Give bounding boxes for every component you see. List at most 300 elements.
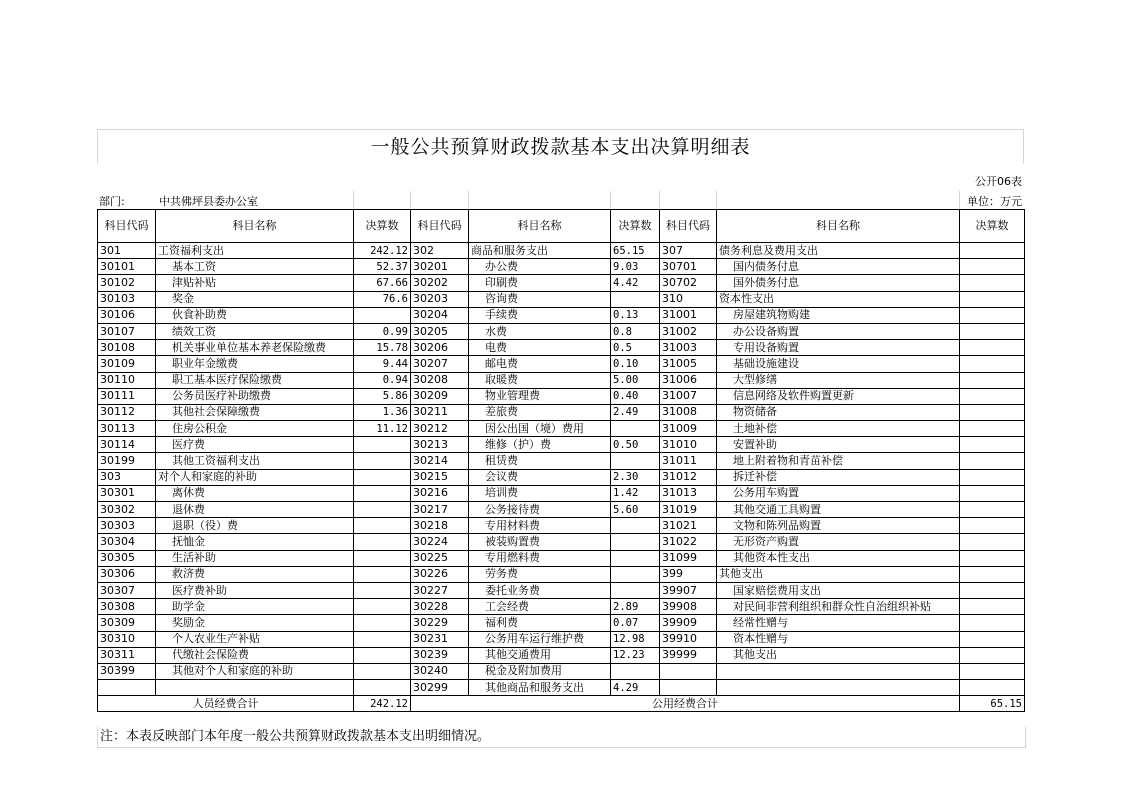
public-total-value: 65.15: [960, 696, 1025, 712]
subject-code-cell: 30225: [411, 550, 469, 566]
header-amount: 决算数: [960, 210, 1025, 243]
subject-code-cell: 31010: [660, 437, 717, 453]
subject-code-cell: 31003: [660, 340, 717, 356]
subject-code-cell: 30201: [411, 259, 469, 275]
subject-name-cell: 会议费: [469, 469, 611, 485]
amount-cell: 1.42: [611, 485, 660, 501]
amount-cell: [611, 518, 660, 534]
amount-cell: [354, 550, 411, 566]
subject-name-cell: 大型修缮: [717, 372, 960, 388]
header-code: 科目代码: [98, 210, 156, 243]
subject-name-cell: 安置补助: [717, 437, 960, 453]
amount-cell: [960, 372, 1025, 388]
subject-name-cell: 资本性赠与: [717, 631, 960, 647]
subject-code-cell: 30240: [411, 663, 469, 679]
table-row: [98, 340, 1025, 356]
subject-code-cell: 30226: [411, 566, 469, 582]
amount-cell: [960, 404, 1025, 420]
subject-name-cell: 医疗费: [156, 437, 354, 453]
table-header-row: [98, 210, 1025, 243]
subject-name-cell: 其他支出: [717, 566, 960, 582]
amount-cell: [960, 566, 1025, 582]
subject-code-cell: 30203: [411, 291, 469, 307]
amount-cell: [354, 680, 411, 696]
subject-code-cell: 30239: [411, 647, 469, 663]
amount-cell: [960, 275, 1025, 291]
subject-name-cell: 被装购置费: [469, 534, 611, 550]
subject-name-cell: 救济费: [156, 566, 354, 582]
subject-name-cell: 基础设施建设: [717, 356, 960, 372]
subject-code-cell: 30102: [98, 275, 156, 291]
amount-cell: [960, 680, 1025, 696]
subject-code-cell: 39908: [660, 599, 717, 615]
header-amount: 决算数: [611, 210, 660, 243]
unit-label: 单位：万元: [967, 195, 1022, 208]
amount-cell: [611, 534, 660, 550]
subject-code-cell: 399: [660, 566, 717, 582]
subject-code-cell: 31002: [660, 323, 717, 339]
subject-name-cell: 工资福利支出: [156, 243, 354, 259]
subject-code-cell: 30209: [411, 388, 469, 404]
amount-cell: 52.37: [354, 259, 411, 275]
subject-name-cell: [717, 680, 960, 696]
subject-code-cell: 30216: [411, 485, 469, 501]
subject-name-cell: 取暖费: [469, 372, 611, 388]
subject-code-cell: [660, 663, 717, 679]
subject-name-cell: 代缴社会保险费: [156, 647, 354, 663]
amount-cell: [960, 615, 1025, 631]
subject-name-cell: 劳务费: [469, 566, 611, 582]
personnel-total-value: 242.12: [354, 696, 411, 712]
table-row: [98, 421, 1025, 437]
subject-code-cell: 30101: [98, 259, 156, 275]
subject-code-cell: 39999: [660, 647, 717, 663]
subject-name-cell: 退休费: [156, 502, 354, 518]
amount-cell: [960, 291, 1025, 307]
amount-cell: 0.50: [611, 437, 660, 453]
amount-cell: [960, 582, 1025, 598]
table-row: [98, 291, 1025, 307]
amount-cell: [354, 582, 411, 598]
amount-cell: [960, 502, 1025, 518]
department-label: 部门:: [99, 195, 125, 208]
amount-cell: 5.60: [611, 502, 660, 518]
subject-name-cell: 拆迁补偿: [717, 469, 960, 485]
subject-code-cell: 30305: [98, 550, 156, 566]
header-name: 科目名称: [156, 210, 354, 243]
subject-name-cell: 专用设备购置: [717, 340, 960, 356]
amount-cell: [960, 243, 1025, 259]
footnote: 注：本表反映部门本年度一般公共预算财政拨款基本支出明细情况。: [97, 727, 1026, 748]
subject-code-cell: 31022: [660, 534, 717, 550]
amount-cell: [960, 340, 1025, 356]
report-sheet: [97, 129, 1024, 744]
subject-name-cell: 退职（役）费: [156, 518, 354, 534]
department-name: 中共佛坪县委办公室: [159, 195, 258, 208]
subject-name-cell: 房屋建筑物购建: [717, 307, 960, 323]
amount-cell: 9.44: [354, 356, 411, 372]
subject-code-cell: 30208: [411, 372, 469, 388]
table-row: [98, 647, 1025, 663]
subject-code-cell: 30202: [411, 275, 469, 291]
subject-name-cell: 奖金: [156, 291, 354, 307]
amount-cell: [354, 453, 411, 469]
header-code: 科目代码: [411, 210, 469, 243]
subject-code-cell: 31011: [660, 453, 717, 469]
subject-code-cell: 31012: [660, 469, 717, 485]
subject-code-cell: 39910: [660, 631, 717, 647]
table-row: [98, 582, 1025, 598]
amount-cell: 5.00: [611, 372, 660, 388]
subject-name-cell: 其他交通工具购置: [717, 502, 960, 518]
amount-cell: [960, 485, 1025, 501]
amount-cell: 4.42: [611, 275, 660, 291]
amount-cell: [960, 599, 1025, 615]
amount-cell: [960, 631, 1025, 647]
subject-name-cell: 抚恤金: [156, 534, 354, 550]
subject-code-cell: 30218: [411, 518, 469, 534]
header-code: 科目代码: [660, 210, 717, 243]
subject-name-cell: 水费: [469, 323, 611, 339]
subject-code-cell: 302: [411, 243, 469, 259]
subject-code-cell: 30205: [411, 323, 469, 339]
subject-code-cell: 30111: [98, 388, 156, 404]
subject-code-cell: 30207: [411, 356, 469, 372]
subject-code-cell: 307: [660, 243, 717, 259]
amount-cell: 0.8: [611, 323, 660, 339]
amount-cell: 12.98: [611, 631, 660, 647]
subject-code-cell: 31013: [660, 485, 717, 501]
table-row: [98, 663, 1025, 679]
subject-name-cell: 印刷费: [469, 275, 611, 291]
subject-name-cell: 职业年金缴费: [156, 356, 354, 372]
subject-name-cell: 公务用车购置: [717, 485, 960, 501]
subject-name-cell: 公务接待费: [469, 502, 611, 518]
subject-name-cell: 机关事业单位基本养老保险缴费: [156, 340, 354, 356]
table-row: [98, 680, 1025, 696]
subject-code-cell: 31021: [660, 518, 717, 534]
table-row: [98, 550, 1025, 566]
table-row: [98, 518, 1025, 534]
subject-code-cell: 30217: [411, 502, 469, 518]
subject-name-cell: 办公设备购置: [717, 323, 960, 339]
amount-cell: [960, 647, 1025, 663]
subject-name-cell: 专用材料费: [469, 518, 611, 534]
subject-name-cell: 物资储备: [717, 404, 960, 420]
amount-cell: [354, 647, 411, 663]
subject-name-cell: 福利费: [469, 615, 611, 631]
table-row: [98, 631, 1025, 647]
report-title: 一般公共预算财政拨款基本支出决算明细表: [97, 129, 1024, 164]
subject-name-cell: 商品和服务支出: [469, 243, 611, 259]
amount-cell: 0.13: [611, 307, 660, 323]
subject-name-cell: 文物和陈列品购置: [717, 518, 960, 534]
amount-cell: 242.12: [354, 243, 411, 259]
totals-row: [98, 696, 1025, 712]
subject-name-cell: 土地补偿: [717, 421, 960, 437]
subject-name-cell: 手续费: [469, 307, 611, 323]
subject-code-cell: 30227: [411, 582, 469, 598]
amount-cell: 65.15: [611, 243, 660, 259]
amount-cell: [960, 356, 1025, 372]
subject-code-cell: 30206: [411, 340, 469, 356]
subject-code-cell: 30307: [98, 582, 156, 598]
subject-code-cell: 31009: [660, 421, 717, 437]
subject-name-cell: 绩效工资: [156, 323, 354, 339]
amount-cell: [960, 550, 1025, 566]
amount-cell: [611, 291, 660, 307]
header-name: 科目名称: [717, 210, 960, 243]
subject-code-cell: 30302: [98, 502, 156, 518]
subject-name-cell: 个人农业生产补贴: [156, 631, 354, 647]
amount-cell: [611, 566, 660, 582]
amount-cell: 0.40: [611, 388, 660, 404]
amount-cell: [354, 502, 411, 518]
subject-name-cell: 奖励金: [156, 615, 354, 631]
table-row: [98, 372, 1025, 388]
subject-code-cell: 30110: [98, 372, 156, 388]
subject-name-cell: 工会经费: [469, 599, 611, 615]
amount-cell: [960, 421, 1025, 437]
subject-name-cell: 资本性支出: [717, 291, 960, 307]
table-row: [98, 356, 1025, 372]
amount-cell: 15.78: [354, 340, 411, 356]
subject-name-cell: 物业管理费: [469, 388, 611, 404]
subject-code-cell: 31001: [660, 307, 717, 323]
subject-code-cell: 30702: [660, 275, 717, 291]
table-row: [98, 437, 1025, 453]
subject-code-cell: 30103: [98, 291, 156, 307]
subject-code-cell: 30299: [411, 680, 469, 696]
amount-cell: [611, 421, 660, 437]
subject-code-cell: 301: [98, 243, 156, 259]
subject-code-cell: 30228: [411, 599, 469, 615]
amount-cell: [354, 534, 411, 550]
amount-cell: 2.30: [611, 469, 660, 485]
amount-cell: 0.99: [354, 323, 411, 339]
table-row: [98, 275, 1025, 291]
subject-code-cell: 30224: [411, 534, 469, 550]
subject-code-cell: 30211: [411, 404, 469, 420]
subject-name-cell: 培训费: [469, 485, 611, 501]
table-row: [98, 599, 1025, 615]
subject-name-cell: 其他对个人和家庭的补助: [156, 663, 354, 679]
subject-name-cell: 国家赔偿费用支出: [717, 582, 960, 598]
subject-name-cell: 其他工资福利支出: [156, 453, 354, 469]
subject-code-cell: 31006: [660, 372, 717, 388]
subject-name-cell: 对个人和家庭的补助: [156, 469, 354, 485]
amount-cell: 0.07: [611, 615, 660, 631]
subject-code-cell: 31007: [660, 388, 717, 404]
amount-cell: 12.23: [611, 647, 660, 663]
subject-name-cell: 委托业务费: [469, 582, 611, 598]
amount-cell: [960, 534, 1025, 550]
subject-name-cell: 专用燃料费: [469, 550, 611, 566]
amount-cell: [354, 663, 411, 679]
subject-code-cell: 30308: [98, 599, 156, 615]
amount-cell: [354, 469, 411, 485]
subject-code-cell: 30114: [98, 437, 156, 453]
amount-cell: 0.94: [354, 372, 411, 388]
amount-cell: 2.49: [611, 404, 660, 420]
table-row: [98, 404, 1025, 420]
subject-code-cell: 31005: [660, 356, 717, 372]
amount-cell: 76.6: [354, 291, 411, 307]
table-row: [98, 566, 1025, 582]
amount-cell: 4.29: [611, 680, 660, 696]
table-row: [98, 323, 1025, 339]
subject-code-cell: 30301: [98, 485, 156, 501]
subject-name-cell: 差旅费: [469, 404, 611, 420]
subject-code-cell: 30204: [411, 307, 469, 323]
subject-code-cell: 39909: [660, 615, 717, 631]
subject-name-cell: 职工基本医疗保险缴费: [156, 372, 354, 388]
amount-cell: [354, 631, 411, 647]
subject-code-cell: 39907: [660, 582, 717, 598]
subject-code-cell: 30113: [98, 421, 156, 437]
subject-code-cell: 30112: [98, 404, 156, 420]
subject-name-cell: 生活补助: [156, 550, 354, 566]
subject-name-cell: 其他社会保障缴费: [156, 404, 354, 420]
subject-name-cell: 国外债务付息: [717, 275, 960, 291]
amount-cell: [611, 582, 660, 598]
subject-name-cell: 公务用车运行维护费: [469, 631, 611, 647]
subject-code-cell: 30701: [660, 259, 717, 275]
subject-name-cell: 租赁费: [469, 453, 611, 469]
subject-name-cell: 伙食补助费: [156, 307, 354, 323]
subject-name-cell: 因公出国（境）费用: [469, 421, 611, 437]
subject-name-cell: 维修（护）费: [469, 437, 611, 453]
subject-code-cell: 30212: [411, 421, 469, 437]
amount-cell: 1.36: [354, 404, 411, 420]
subject-code-cell: 30309: [98, 615, 156, 631]
subject-name-cell: 邮电费: [469, 356, 611, 372]
subject-code-cell: 30399: [98, 663, 156, 679]
subject-code-cell: [98, 680, 156, 696]
subject-code-cell: 30215: [411, 469, 469, 485]
subject-name-cell: 无形资产购置: [717, 534, 960, 550]
subject-name-cell: 电费: [469, 340, 611, 356]
subject-code-cell: 31008: [660, 404, 717, 420]
table-row: [98, 469, 1025, 485]
subject-name-cell: 税金及附加费用: [469, 663, 611, 679]
table-row: [98, 453, 1025, 469]
subject-name-cell: 公务员医疗补助缴费: [156, 388, 354, 404]
subject-code-cell: 30106: [98, 307, 156, 323]
subject-name-cell: 离休费: [156, 485, 354, 501]
amount-cell: [611, 453, 660, 469]
subject-code-cell: 30199: [98, 453, 156, 469]
table-row: [98, 485, 1025, 501]
subject-code-cell: [660, 680, 717, 696]
subject-name-cell: 住房公积金: [156, 421, 354, 437]
subject-code-cell: 30229: [411, 615, 469, 631]
subject-name-cell: 经常性赠与: [717, 615, 960, 631]
subject-code-cell: 30310: [98, 631, 156, 647]
subject-code-cell: 30107: [98, 323, 156, 339]
subject-name-cell: 其他支出: [717, 647, 960, 663]
amount-cell: [611, 663, 660, 679]
subject-name-cell: 咨询费: [469, 291, 611, 307]
subject-code-cell: 30231: [411, 631, 469, 647]
header-amount: 决算数: [354, 210, 411, 243]
subject-name-cell: 国内债务付息: [717, 259, 960, 275]
subject-name-cell: [156, 680, 354, 696]
amount-cell: [611, 550, 660, 566]
amount-cell: 5.86: [354, 388, 411, 404]
amount-cell: 9.03: [611, 259, 660, 275]
amount-cell: 2.89: [611, 599, 660, 615]
amount-cell: [354, 518, 411, 534]
table-row: [98, 243, 1025, 259]
amount-cell: [960, 388, 1025, 404]
amount-cell: [354, 307, 411, 323]
subject-name-cell: 办公费: [469, 259, 611, 275]
table-row: [98, 502, 1025, 518]
subject-name-cell: 助学金: [156, 599, 354, 615]
amount-cell: [960, 323, 1025, 339]
subject-name-cell: 其他交通费用: [469, 647, 611, 663]
amount-cell: [960, 469, 1025, 485]
subject-name-cell: 基本工资: [156, 259, 354, 275]
amount-cell: [354, 566, 411, 582]
amount-cell: [354, 437, 411, 453]
subject-name-cell: 其他商品和服务支出: [469, 680, 611, 696]
amount-cell: 11.12: [354, 421, 411, 437]
form-number: 公开06表: [975, 175, 1022, 188]
amount-cell: [960, 307, 1025, 323]
subject-code-cell: 30214: [411, 453, 469, 469]
table-row: [98, 615, 1025, 631]
subject-code-cell: 310: [660, 291, 717, 307]
subject-name-cell: [717, 663, 960, 679]
amount-cell: [354, 599, 411, 615]
subject-code-cell: 30109: [98, 356, 156, 372]
subject-code-cell: 31099: [660, 550, 717, 566]
amount-cell: 67.66: [354, 275, 411, 291]
meta-row: [97, 191, 1024, 210]
personnel-total-label: 人员经费合计: [98, 696, 354, 712]
subject-code-cell: 30213: [411, 437, 469, 453]
subject-code-cell: 30311: [98, 647, 156, 663]
amount-cell: [960, 259, 1025, 275]
table-row: [98, 388, 1025, 404]
subject-name-cell: 信息网络及软件购置更新: [717, 388, 960, 404]
table-row: [98, 307, 1025, 323]
table-row: [98, 534, 1025, 550]
table-row: [98, 259, 1025, 275]
subject-name-cell: 其他资本性支出: [717, 550, 960, 566]
subject-code-cell: 303: [98, 469, 156, 485]
amount-cell: 0.5: [611, 340, 660, 356]
amount-cell: [960, 453, 1025, 469]
subject-code-cell: 31019: [660, 502, 717, 518]
subject-name-cell: 津贴补贴: [156, 275, 354, 291]
public-total-label: 公用经费合计: [411, 696, 960, 712]
amount-cell: [960, 663, 1025, 679]
subject-code-cell: 30304: [98, 534, 156, 550]
subject-code-cell: 30108: [98, 340, 156, 356]
amount-cell: [960, 518, 1025, 534]
amount-cell: [354, 485, 411, 501]
subject-name-cell: 债务利息及费用支出: [717, 243, 960, 259]
subject-code-cell: 30306: [98, 566, 156, 582]
subject-code-cell: 30303: [98, 518, 156, 534]
header-name: 科目名称: [469, 210, 611, 243]
amount-cell: [354, 615, 411, 631]
expenditure-table: [97, 209, 1025, 712]
amount-cell: [960, 437, 1025, 453]
